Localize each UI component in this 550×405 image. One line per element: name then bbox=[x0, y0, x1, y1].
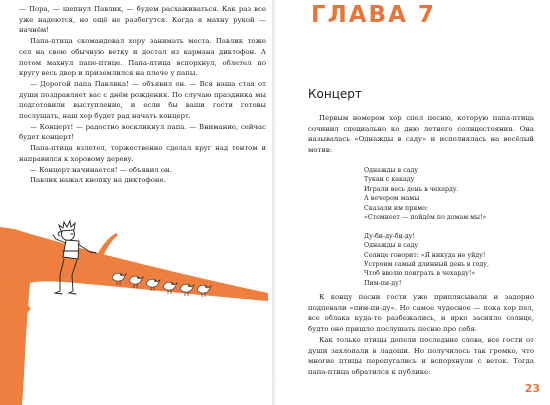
poem bbox=[364, 166, 534, 288]
poem-line: Тукан с какаду bbox=[364, 176, 415, 184]
paragraph: — Пора, — шепнул Павлик, — будем расхаживаться. Как раз все уже надеются, но ещё не разбегутся. Когда я махну рукой — начнём! bbox=[19, 5, 266, 35]
left-page-text bbox=[19, 4, 266, 186]
paragraph: — Концерт начинается! — объявил он. bbox=[30, 165, 172, 174]
poem-line: Сказали им прямо: bbox=[364, 204, 429, 212]
closing-paragraphs bbox=[308, 292, 534, 378]
paragraph: Папа-птица взлетел, торжественно сделал круг над тентом и направился к хоровому дереву. bbox=[19, 144, 266, 163]
poem-line: Ду-би-ду-би-ду! bbox=[364, 232, 416, 240]
poem-line: Солнце говорит: «Я никуда не уйду! bbox=[364, 251, 486, 259]
boy-on-branch-illustration bbox=[0, 205, 272, 405]
poem-line: Пим-пи-ду! bbox=[364, 279, 402, 287]
poem-line: Однажды в саду bbox=[364, 242, 419, 250]
paragraph: — Дорогой папа Павлика! — объявил он. — Вся наша стая от души поздравляет вас с днём рождения. По случаю праздника мы подготовили выступление, и если бы ваши гости готовы послушать, наш хор будет рад начать концерт. bbox=[19, 79, 266, 121]
paragraph: Павлик нажал кнопку на диктофоне. bbox=[30, 176, 166, 185]
small-twig bbox=[96, 233, 118, 259]
poem-line: Чтоб вволю поиграть в чехарду!» bbox=[364, 270, 476, 278]
poem-line bbox=[364, 222, 534, 231]
poem-line: Играли весь день в чехарду. bbox=[364, 185, 459, 193]
right-page bbox=[276, 0, 550, 405]
poem-line: А вечером мамы bbox=[364, 195, 420, 203]
page-number: 23 bbox=[524, 382, 540, 395]
poem-line: Однажды в саду bbox=[364, 167, 419, 174]
paragraph: К концу песни гости уже приплясывали и задорно подпевали «пим-пи-ду». Но самое чудесное — пока хор пел, все облака куда-то разбежались, и ярко засияло солнце, будто оно пришло послушать песню про себя. bbox=[308, 293, 534, 334]
paragraph: — Концерт! — радостно воскликнул папа. — Внимание, сейчас будет концерт! bbox=[19, 122, 266, 142]
intro-paragraph: Первым номером хор спел песню, которую папа-птица сочинил специально ко дню летнего солнцестояния. Она называлась «Однажды в саду» и исполнялась на весёлый мотив: bbox=[308, 114, 534, 155]
poem-line: «Стемнеет — пойдём по домам мы!» bbox=[364, 214, 487, 222]
section-title: Концерт bbox=[308, 87, 362, 101]
poem-line: Устроим самый длинный день в году, bbox=[364, 261, 489, 269]
chapter-title: ГЛАВА 7 bbox=[311, 2, 436, 28]
paragraph: Папа-птица скомандовал хору занимать места. Павлик тоже сел на свою обычную ветку и достал из кармана диктофон. А потом махнул папе-птице. Папа-птица вспорхнул, облетел по кругу весь двор и приземлился на плече у папы. bbox=[19, 37, 266, 78]
tree-branch bbox=[0, 227, 268, 405]
paragraph: Как только птицы допели последние слова, все гости от души захлопали в ладоши. Но получилось так громко, что многие птицы перепугались и вспорхнули с веток. Тогда папа-птица обратился к публике: bbox=[308, 335, 534, 376]
